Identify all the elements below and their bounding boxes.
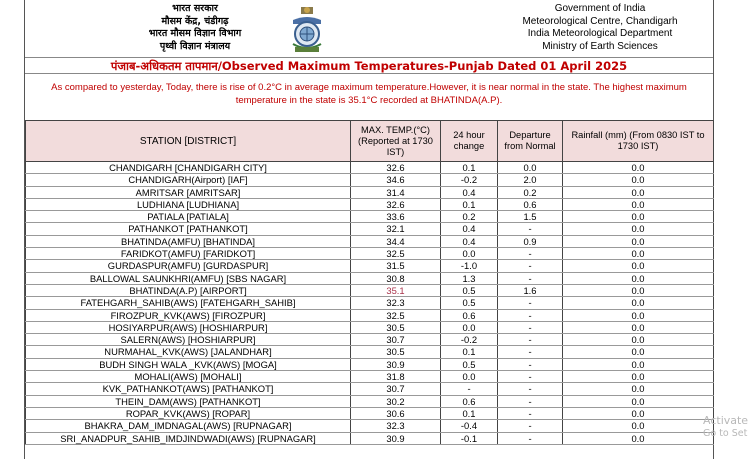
departure-cell: - [498, 358, 563, 370]
hindi-header-line: भारत सरकार [172, 3, 218, 14]
rainfall-cell: 0.0 [563, 198, 714, 210]
table-row [26, 432, 714, 444]
departure-cell: - [498, 395, 563, 407]
change-cell: -0.2 [441, 334, 498, 346]
change-cell: 0.0 [441, 248, 498, 260]
rainfall-cell: 0.0 [563, 309, 714, 321]
rainfall-cell: 0.0 [563, 211, 714, 223]
max-temp-cell: 34.6 [351, 174, 441, 186]
rainfall-cell: 0.0 [563, 407, 714, 419]
change-cell: -0.2 [441, 174, 498, 186]
departure-cell: - [498, 272, 563, 284]
change-cell: 0.5 [441, 284, 498, 296]
change-cell: 0.5 [441, 297, 498, 309]
station-cell: BHATINDA(AMFU) [BHATINDA] [26, 235, 351, 247]
rainfall-cell: 0.0 [563, 272, 714, 284]
change-cell: 0.2 [441, 211, 498, 223]
table-row [26, 420, 714, 432]
max-temp-cell: 31.5 [351, 260, 441, 272]
departure-cell: 0.2 [498, 186, 563, 198]
change-cell: -0.1 [441, 432, 498, 444]
table-row [26, 395, 714, 407]
table-row [26, 358, 714, 370]
change-cell: 0.0 [441, 371, 498, 383]
change-cell: 1.3 [441, 272, 498, 284]
rainfall-cell: 0.0 [563, 420, 714, 432]
hindi-header-line: पृथ्वी विज्ञान मंत्रालय [159, 40, 231, 52]
table-row [26, 162, 714, 174]
max-temp-cell: 30.7 [351, 383, 441, 395]
station-cell: NURMAHAL_KVK(AWS) [JALANDHAR] [26, 346, 351, 358]
rainfall-cell: 0.0 [563, 371, 714, 383]
table-row [26, 248, 714, 260]
table-row [26, 272, 714, 284]
station-cell: AMRITSAR [AMRITSAR] [26, 186, 351, 198]
col-header-departure: Departure from Normal [498, 121, 563, 162]
rainfall-cell: 0.0 [563, 346, 714, 358]
rainfall-cell: 0.0 [563, 383, 714, 395]
departure-cell: 0.6 [498, 198, 563, 210]
departure-cell: 2.0 [498, 174, 563, 186]
english-header-line: Government of India [554, 3, 646, 14]
departure-cell: - [498, 432, 563, 444]
report-page [24, 0, 748, 459]
max-temp-cell: 33.6 [351, 211, 441, 223]
summary-text: As compared to yesterday, Today, there is rise of 0.2°C in average maximum temperature.However, it is near normal in the state. The highest maximum temperature in the state is 35.1°C recorded at BHATINDA(A.P). [51, 82, 687, 106]
change-cell: -1.0 [441, 260, 498, 272]
change-cell: 0.1 [441, 407, 498, 419]
max-temp-cell: 32.5 [351, 309, 441, 321]
change-cell: - [441, 383, 498, 395]
departure-cell: - [498, 346, 563, 358]
station-cell: HOSIYARPUR(AWS) [HOSHIARPUR] [26, 321, 351, 333]
station-cell: GURDASPUR(AMFU) [GURDASPUR] [26, 260, 351, 272]
station-cell: THEIN_DAM(AWS) [PATHANKOT] [26, 395, 351, 407]
max-temp-cell: 30.5 [351, 346, 441, 358]
max-temp-cell: 31.4 [351, 186, 441, 198]
table-body [26, 162, 714, 445]
station-cell: ROPAR_KVK(AWS) [ROPAR] [26, 407, 351, 419]
change-cell: 0.4 [441, 186, 498, 198]
departure-cell: - [498, 383, 563, 395]
station-cell: SALERN(AWS) [HOSHIARPUR] [26, 334, 351, 346]
departure-cell: - [498, 260, 563, 272]
english-header [495, 3, 705, 53]
change-cell: 0.1 [441, 198, 498, 210]
max-temp-cell: 32.5 [351, 248, 441, 260]
station-cell: BUDH SINGH WALA _KVK(AWS) [MOGA] [26, 358, 351, 370]
station-cell: FATEHGARH_SAHIB(AWS) [FATEHGARH_SAHIB] [26, 297, 351, 309]
change-cell: 0.5 [441, 358, 498, 370]
station-cell: CHANDIGARH(Airport) [IAF] [26, 174, 351, 186]
report-header [25, 0, 713, 56]
table-row [26, 407, 714, 419]
station-cell: LUDHIANA [LUDHIANA] [26, 198, 351, 210]
departure-cell: 1.6 [498, 284, 563, 296]
change-cell: 0.0 [441, 321, 498, 333]
table-row [26, 284, 714, 296]
change-cell: 0.4 [441, 223, 498, 235]
departure-cell: - [498, 321, 563, 333]
english-header-line: Ministry of Earth Sciences [542, 40, 658, 52]
rainfall-cell: 0.0 [563, 260, 714, 272]
rainfall-cell: 0.0 [563, 235, 714, 247]
rainfall-cell: 0.0 [563, 284, 714, 296]
max-temp-cell: 30.5 [351, 321, 441, 333]
station-cell: KVK_PATHANKOT(AWS) [PATHANKOT] [26, 383, 351, 395]
rainfall-cell: 0.0 [563, 186, 714, 198]
table-row [26, 321, 714, 333]
hindi-header-line: भारत मौसम विज्ञान विभाग [148, 28, 242, 39]
imd-emblem-icon [287, 6, 327, 54]
change-cell: 0.6 [441, 309, 498, 321]
rainfall-cell: 0.0 [563, 358, 714, 370]
station-cell: FIROZPUR_KVK(AWS) [FIROZPUR] [26, 309, 351, 321]
max-temp-cell: 30.9 [351, 358, 441, 370]
table-row [26, 186, 714, 198]
station-cell: BHATINDA(A.P) [AIRPORT] [26, 284, 351, 296]
col-header-change: 24 hour change [441, 121, 498, 162]
activate-windows-watermark [703, 414, 748, 440]
table-row [26, 198, 714, 210]
departure-cell: - [498, 371, 563, 383]
departure-cell: - [498, 420, 563, 432]
table-row [26, 211, 714, 223]
station-cell: BALLOWAL SAUNKHRI(AMFU) [SBS NAGAR] [26, 272, 351, 284]
max-temp-cell: 32.3 [351, 420, 441, 432]
max-temp-cell: 30.7 [351, 334, 441, 346]
rainfall-cell: 0.0 [563, 297, 714, 309]
max-temp-cell: 35.1 [351, 284, 441, 296]
table-row [26, 334, 714, 346]
table-row [26, 174, 714, 186]
change-cell: 0.6 [441, 395, 498, 407]
station-cell: PATIALA [PATIALA] [26, 211, 351, 223]
table-row [26, 297, 714, 309]
table-row [26, 223, 714, 235]
table-row [26, 346, 714, 358]
temperature-table [25, 120, 714, 445]
rainfall-cell: 0.0 [563, 174, 714, 186]
english-header-line: India Meteorological Department [527, 28, 673, 39]
max-temp-cell: 32.6 [351, 198, 441, 210]
max-temp-cell: 30.9 [351, 432, 441, 444]
departure-cell: - [498, 407, 563, 419]
rainfall-cell: 0.0 [563, 223, 714, 235]
change-cell: 0.1 [441, 162, 498, 174]
watermark-line: Go to Set [703, 428, 748, 439]
departure-cell: 0.9 [498, 235, 563, 247]
station-cell: FARIDKOT(AMFU) [FARIDKOT] [26, 248, 351, 260]
rainfall-cell: 0.0 [563, 162, 714, 174]
col-header-rainfall: Rainfall (mm) (From 0830 IST to 1730 IST) [563, 121, 714, 162]
max-temp-cell: 32.3 [351, 297, 441, 309]
max-temp-cell: 30.8 [351, 272, 441, 284]
station-cell: MOHALI(AWS) [MOHALI] [26, 371, 351, 383]
station-cell: CHANDIGARH [CHANDIGARH CITY] [26, 162, 351, 174]
col-header-max-temp: MAX. TEMP.(°C) (Reported at 1730 IST) [351, 121, 441, 162]
rainfall-cell: 0.0 [563, 432, 714, 444]
max-temp-cell: 32.6 [351, 162, 441, 174]
watermark-line: Activate [703, 414, 748, 427]
max-temp-cell: 30.6 [351, 407, 441, 419]
station-cell: BHAKRA_DAM_IMDNAGAL(AWS) [RUPNAGAR] [26, 420, 351, 432]
departure-cell: - [498, 297, 563, 309]
table-row [26, 371, 714, 383]
station-cell: PATHANKOT [PATHANKOT] [26, 223, 351, 235]
departure-cell: 0.0 [498, 162, 563, 174]
col-header-station: STATION [DISTRICT] [26, 121, 351, 162]
departure-cell: - [498, 309, 563, 321]
english-header-line: Meteorological Centre, Chandigarh [522, 15, 678, 27]
hindi-header-line: मौसम केंद्र, चंडीगढ़ [161, 15, 229, 27]
departure-cell: - [498, 248, 563, 260]
departure-cell: 1.5 [498, 211, 563, 223]
rainfall-cell: 0.0 [563, 334, 714, 346]
table-row [26, 235, 714, 247]
departure-cell: - [498, 223, 563, 235]
table-header-row [26, 121, 714, 162]
max-temp-cell: 34.4 [351, 235, 441, 247]
rainfall-cell: 0.0 [563, 248, 714, 260]
max-temp-cell: 31.8 [351, 371, 441, 383]
change-cell: -0.4 [441, 420, 498, 432]
rainfall-cell: 0.0 [563, 395, 714, 407]
rainfall-cell: 0.0 [563, 321, 714, 333]
max-temp-cell: 30.2 [351, 395, 441, 407]
report-title: पंजाब-अधिकतम तापमान/Observed Maximum Temperatures-Punjab Dated 01 April 2025 [25, 57, 713, 74]
change-cell: 0.1 [441, 346, 498, 358]
departure-cell: - [498, 334, 563, 346]
table-row [26, 383, 714, 395]
station-cell: SRI_ANADPUR_SAHIB_IMDJINDWADI(AWS) [RUPNAGAR] [26, 432, 351, 444]
max-temp-cell: 32.1 [351, 223, 441, 235]
change-cell: 0.4 [441, 235, 498, 247]
table-row [26, 309, 714, 321]
table-row [26, 260, 714, 272]
